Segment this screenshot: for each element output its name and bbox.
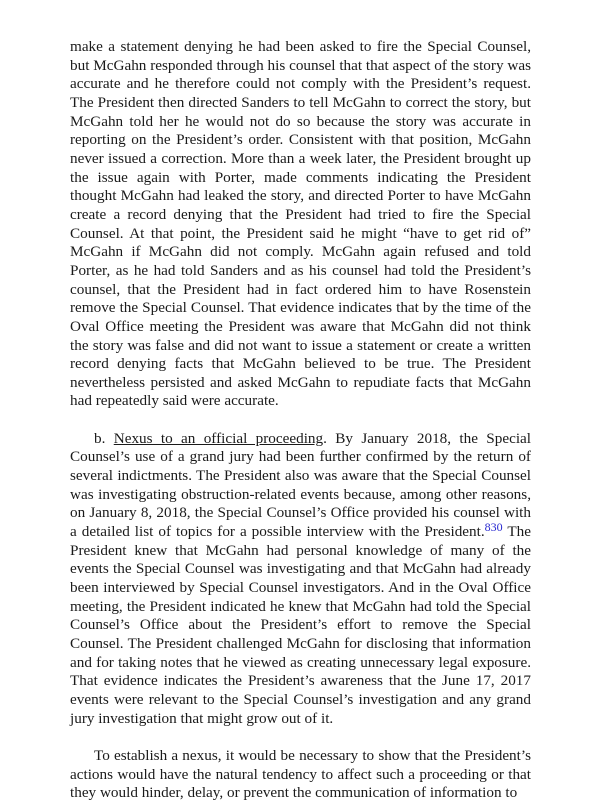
document-page (70, 38, 531, 803)
section-label: b. (94, 429, 106, 447)
paragraph-establish-nexus: To establish a nexus, it would be necessary to show that the President’s actions would have the natural tendency to affect such a proceeding or that they would hinder, delay, or prevent the communication of information to (70, 746, 531, 802)
footnote-link-830[interactable]: 830 (484, 520, 503, 535)
section-heading: Nexus to an official proceeding (113, 429, 324, 447)
paragraph-text-before-footnote: . By January 2018, the Special Counsel’s use of a grand jury had been further confirmed by the return of several indictments. The President also was aware that the Special Counsel was investigating obstruction-related events because, among other reasons, on January 8, 2018, the Special Counsel’s Office provided his counsel with a detailed list of topics for a possible interview with the President. (70, 429, 532, 541)
paragraph-nexus (70, 430, 531, 729)
paragraph-continuation: make a statement denying he had been asked to fire the Special Counsel, but McGahn responded through his counsel that that aspect of the story was accurate and he therefore could not comply with the President’s request. The President then directed Sanders to tell McGahn to correct the story, but McGahn told her he would not do so because the story was accurate in reporting on the President’s order. Consistent with that position, McGahn never issued a correction. More than a week later, the President brought up the issue again with Porter, made comments indicating the President thought McGahn had leaked the story, and directed Porter to have McGahn create a record denying that the President had tried to fire the Special Counsel. At that point, the President said he might “have to get rid of” McGahn if McGahn did not comply. McGahn again refused and told Porter, as he had told Sanders and as his counsel had told the President’s counsel, that the President had in fact ordered him to have Rosenstein remove the Special Counsel. That evidence indicates that by the time of the Oval Office meeting the President was aware that McGahn did not think the story was false and did not want to issue a statement or create a written record denying facts that McGahn believed to be true. The President nevertheless persisted and asked McGahn to repudiate facts that McGahn had repeatedly said were accurate. (70, 38, 531, 410)
paragraph-text-after-footnote: The President knew that McGahn had personal knowledge of many of the events the Special Counsel was investigating and that McGahn had already been interviewed by Special Counsel investigators. And in the Oval Office meeting, the President indicated he knew that McGahn had told the Special Counsel’s Office about the President’s effort to remove the Special Counsel. The President challenged McGahn for disclosing that information and for taking notes that he viewed as creating unnecessary legal exposure. That evidence indicates the President’s awareness that the June 17, 2017 events were relevant to the Special Counsel’s investigation and any grand jury investigation that might grow out of it. (70, 523, 531, 727)
